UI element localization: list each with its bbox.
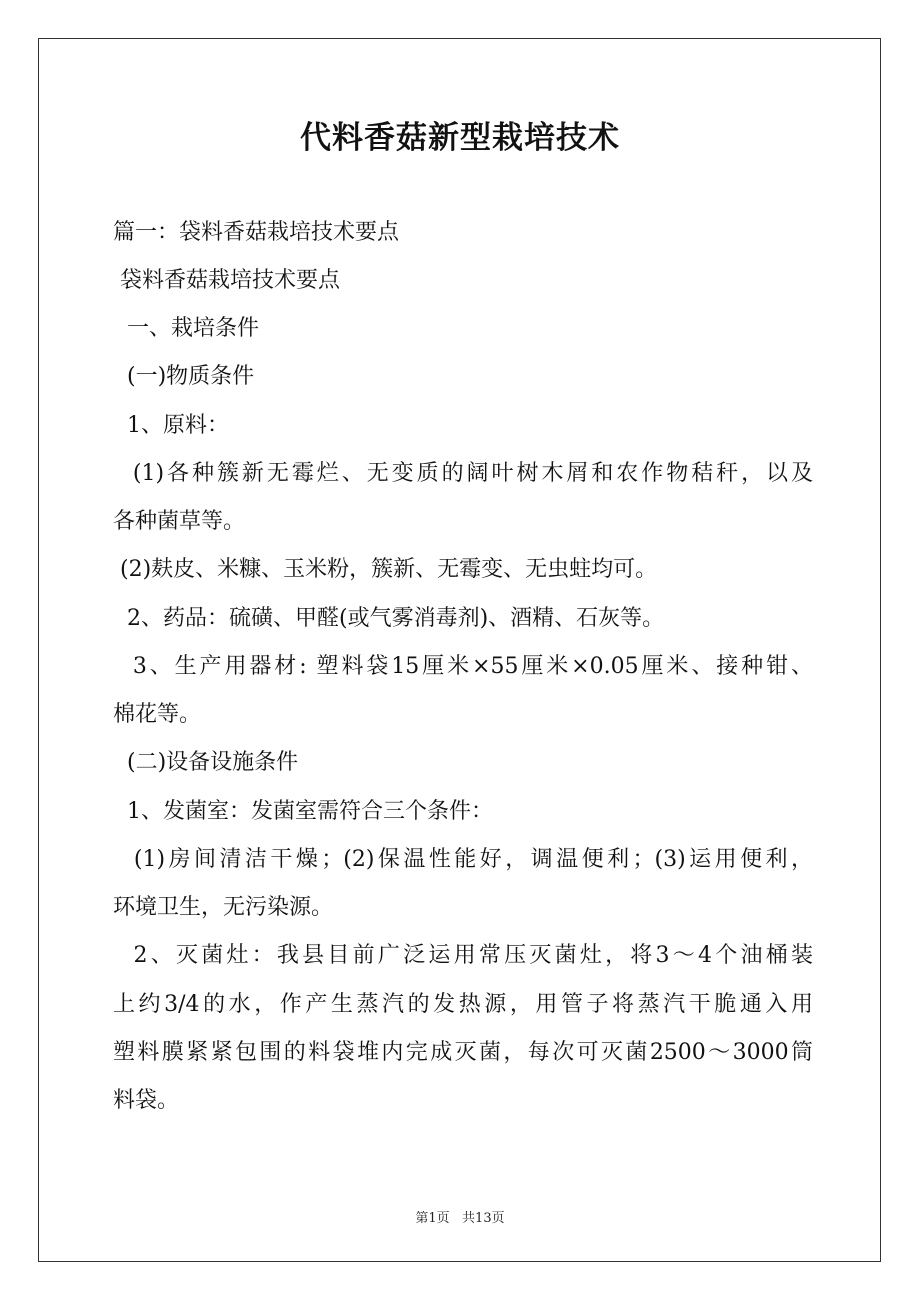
text-line: (1)各种簇新无霉烂、无变质的阔叶树木屑和农作物秸秆，以及 [113,461,813,486]
text-line: 料袋。 [113,1088,180,1113]
text-line: 环境卫生，无污染源。 [113,895,334,920]
text-line: (1)房间清洁干燥；(2)保温性能好，调温便利；(3)运用便利， [113,847,813,872]
text-line: 1、原料： [113,413,229,438]
text-line: 袋料香菇栽培技术要点 [113,268,340,293]
text-line: (一)物质条件 [113,364,255,389]
text-line: 一、栽培条件 [113,316,259,341]
text-line: 塑料膜紧紧包围的料袋堆内完成灭菌，每次可灭菌2500～3000筒 [113,1040,813,1065]
document-title: 代料香菇新型栽培技术 [300,120,620,156]
text-line: (2)麸皮、米糠、玉米粉，簇新、无霉变、无虫蛀均可。 [113,557,658,582]
text-line: (二)设备设施条件 [113,750,299,775]
text-line: 棉花等。 [113,702,202,727]
page-footer: 第1页 共13页 [415,1211,505,1226]
text-line: 篇一：袋料香菇栽培技术要点 [113,220,400,245]
text-line: 上约3/4的水，作产生蒸汽的发热源，用管子将蒸汽干脆通入用 [113,992,813,1017]
text-line: 2、药品：硫磺、甲醛(或气雾消毒剂)、酒精、石灰等。 [113,606,665,631]
text-line: 1、发菌室：发菌室需符合三个条件： [113,799,493,824]
text-line: 各种菌草等。 [113,509,246,534]
text-line: 2、灭菌灶：我县目前广泛运用常压灭菌灶，将3～4个油桶装 [113,943,813,968]
text-line: 3、生产用器材: 塑料袋15厘米×55厘米×0.05厘米、接种钳、 [113,654,813,679]
